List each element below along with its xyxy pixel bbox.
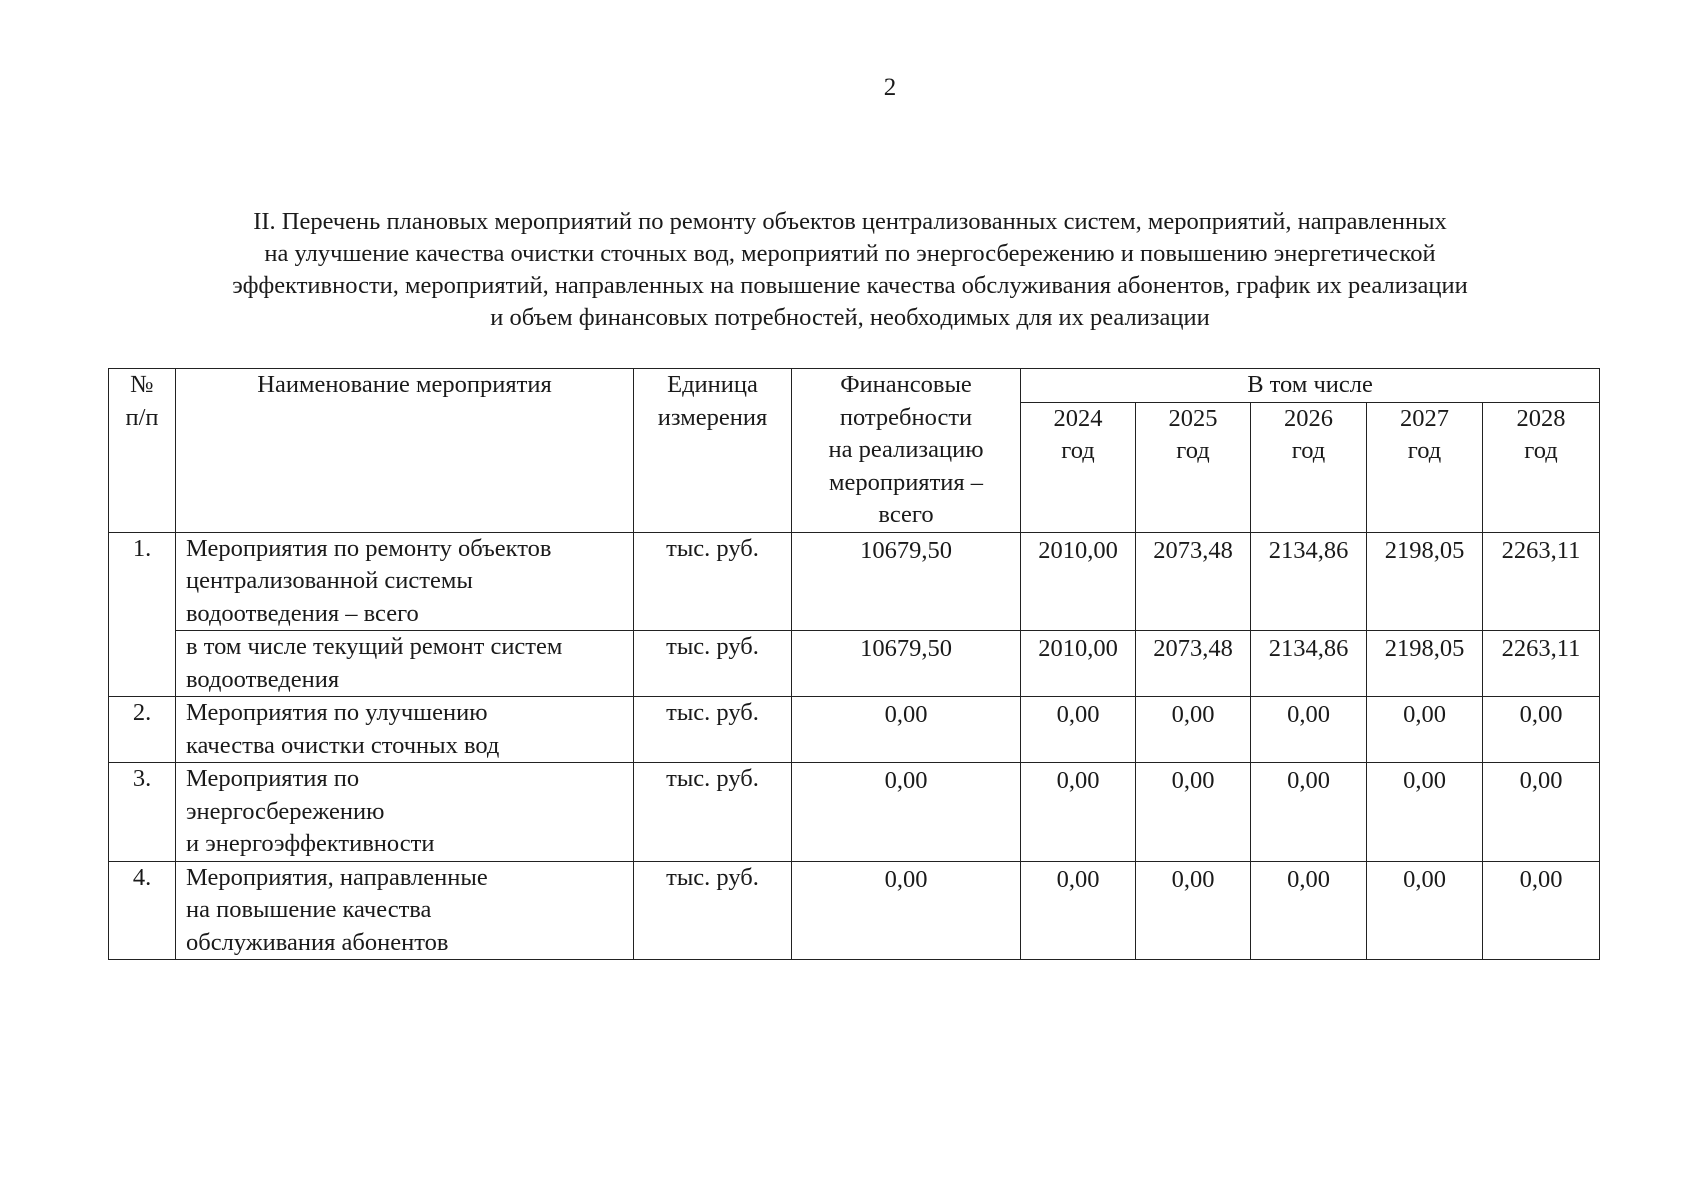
- heading-line: и объем финансовых потребностей, необходимых для их реализации: [490, 304, 1210, 331]
- year-value: 2073,48: [1136, 631, 1251, 697]
- heading-line: эффективности, мероприятий, направленных на повышение качества обслуживания абонентов, график их реализации: [232, 272, 1468, 299]
- year-value: 0,00: [1367, 697, 1483, 763]
- year-value: 2010,00: [1021, 532, 1136, 631]
- year-value: 0,00: [1367, 861, 1483, 960]
- table-row: [109, 861, 1600, 960]
- row-number: 1.: [109, 532, 176, 697]
- activity-name: Мероприятия по ремонту объектов централизованной системы водоотведения – всего: [176, 532, 634, 631]
- table-row: [109, 763, 1600, 862]
- header-year: 2027 год: [1367, 402, 1483, 532]
- header-year: 2025 год: [1136, 402, 1251, 532]
- unit-cell: тыс. руб.: [634, 532, 792, 631]
- year-value: 0,00: [1136, 763, 1251, 862]
- year-value: 2073,48: [1136, 532, 1251, 631]
- activity-name: Мероприятия по энергосбережению и энергоэффективности: [176, 763, 634, 862]
- year-value: 2134,86: [1251, 532, 1367, 631]
- row-number: 2.: [109, 697, 176, 763]
- year-value: 2134,86: [1251, 631, 1367, 697]
- row-number: 4.: [109, 861, 176, 960]
- total-cell: 0,00: [792, 697, 1021, 763]
- year-value: 2198,05: [1367, 532, 1483, 631]
- page-number: 2: [883, 74, 897, 101]
- year-value: 2263,11: [1483, 532, 1600, 631]
- total-cell: 0,00: [792, 763, 1021, 862]
- year-value: 2010,00: [1021, 631, 1136, 697]
- header-unit: Единица измерения: [634, 369, 792, 533]
- header-name: Наименование мероприятия: [176, 369, 634, 533]
- year-value: 0,00: [1021, 763, 1136, 862]
- table-row: [109, 697, 1600, 763]
- year-value: 0,00: [1483, 861, 1600, 960]
- year-value: 2198,05: [1367, 631, 1483, 697]
- unit-cell: тыс. руб.: [634, 631, 792, 697]
- unit-cell: тыс. руб.: [634, 697, 792, 763]
- year-value: 0,00: [1251, 697, 1367, 763]
- year-value: 0,00: [1021, 697, 1136, 763]
- activity-name: Мероприятия, направленные на повышение качества обслуживания абонентов: [176, 861, 634, 960]
- header-year: 2026 год: [1251, 402, 1367, 532]
- total-cell: 10679,50: [792, 631, 1021, 697]
- year-value: 0,00: [1251, 763, 1367, 862]
- year-value: 0,00: [1136, 861, 1251, 960]
- year-value: 0,00: [1483, 763, 1600, 862]
- total-cell: 10679,50: [792, 532, 1021, 631]
- header-group: В том числе: [1021, 369, 1600, 403]
- year-value: 0,00: [1483, 697, 1600, 763]
- unit-cell: тыс. руб.: [634, 861, 792, 960]
- header-total: Финансовые потребности на реализацию мероприятия – всего: [792, 369, 1021, 533]
- year-value: 2263,11: [1483, 631, 1600, 697]
- table-row: [109, 532, 1600, 631]
- heading-line: II. Перечень плановых мероприятий по ремонту объектов централизованных систем, мероприятий, направленных: [253, 208, 1447, 235]
- table-row: [109, 631, 1600, 697]
- activities-table: [108, 368, 1600, 960]
- activity-name: Мероприятия по улучшению качества очистки сточных вод: [176, 697, 634, 763]
- total-cell: 0,00: [792, 861, 1021, 960]
- header-year: 2024 год: [1021, 402, 1136, 532]
- activity-name: в том числе текущий ремонт систем водоотведения: [176, 631, 634, 697]
- year-value: 0,00: [1136, 697, 1251, 763]
- unit-cell: тыс. руб.: [634, 763, 792, 862]
- header-num: № п/п: [109, 369, 176, 533]
- section-heading: [100, 206, 1600, 334]
- year-value: 0,00: [1021, 861, 1136, 960]
- heading-line: на улучшение качества очистки сточных вод, мероприятий по энергосбережению и повышению энергетической: [264, 240, 1436, 267]
- year-value: 0,00: [1251, 861, 1367, 960]
- year-value: 0,00: [1367, 763, 1483, 862]
- row-number: 3.: [109, 763, 176, 862]
- header-year: 2028 год: [1483, 402, 1600, 532]
